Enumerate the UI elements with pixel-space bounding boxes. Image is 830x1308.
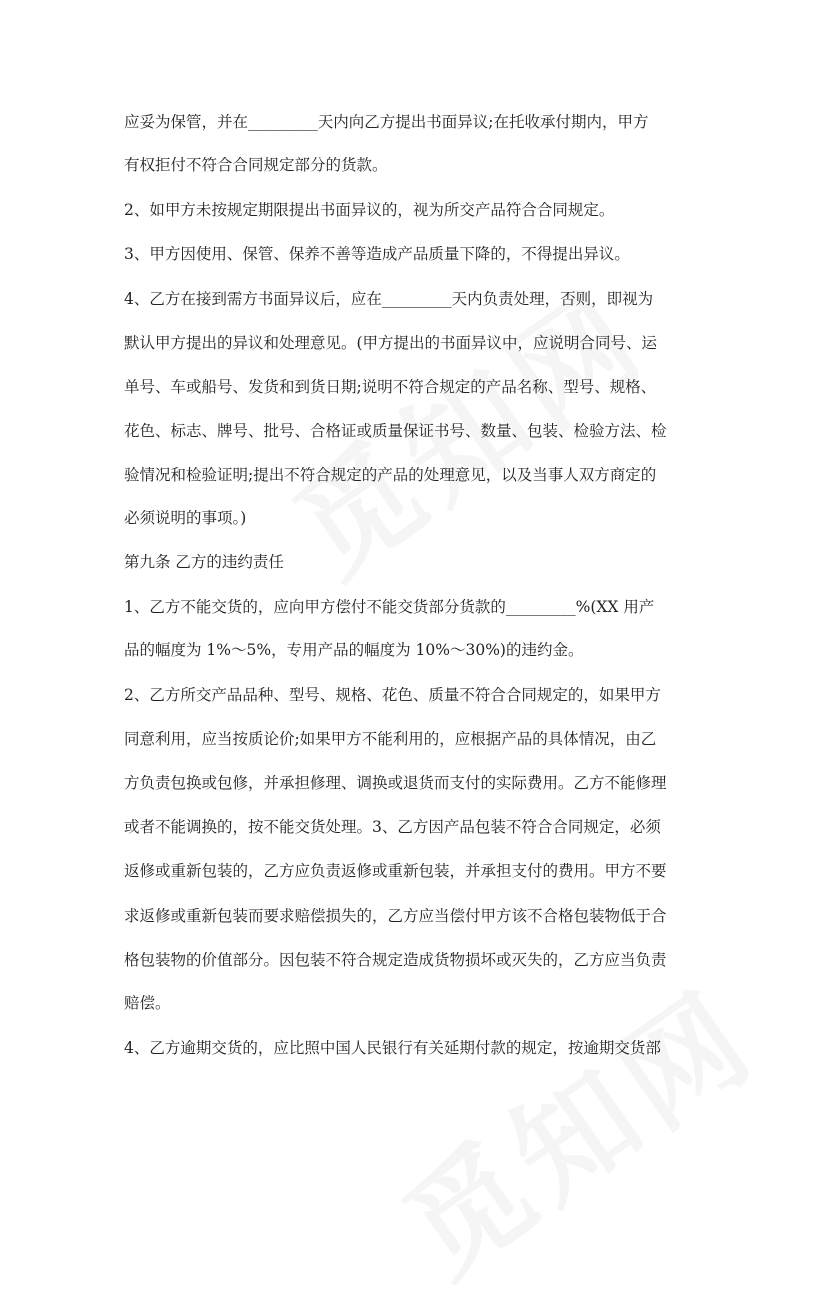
text-line: 返修或重新包装的，乙方应负责返修或重新包装，并承担支付的费用。甲方不要 xyxy=(124,862,667,880)
text-line: 或者不能调换的，按不能交货处理。3、乙方因产品包装不符合合同规定，必须 xyxy=(124,818,661,836)
section-heading: 第九条 乙方的违约责任 xyxy=(124,553,284,571)
text-line: 验情况和检验证明;提出不符合规定的产品的处理意见，以及当事人双方商定的 xyxy=(124,466,657,484)
text-line: 同意利用，应当按质论价;如果甲方不能利用的，应根据产品的具体情况，由乙 xyxy=(124,730,657,748)
text-line: 4、乙方在接到需方书面异议后，应在_________天内负责处理，否则，即视为 xyxy=(124,290,654,308)
text-line: 2、乙方所交产品品种、型号、规格、花色、质量不符合合同规定的，如果甲方 xyxy=(124,686,661,704)
text-line: 4、乙方逾期交货的，应比照中国人民银行有关延期付款的规定，按逾期交货部 xyxy=(124,1039,661,1057)
text-line: 求返修或重新包装而要求赔偿损失的，乙方应当偿付甲方该不合格包装物低于合 xyxy=(124,907,667,925)
text-line: 有权拒付不符合合同规定部分的货款。 xyxy=(124,156,388,174)
text-line: 方负责包换或包修，并承担修理、调换或退货而支付的实际费用。乙方不能修理 xyxy=(124,774,667,792)
text-line: 默认甲方提出的异议和处理意见。(甲方提出的书面异议中，应说明合同号、运 xyxy=(124,334,658,352)
text-line: 必须说明的事项。) xyxy=(124,509,247,527)
text-line: 单号、车或船号、发货和到货日期;说明不符合规定的产品名称、型号、规格、 xyxy=(124,378,657,396)
text-line: 品的幅度为 1%～5%，专用产品的幅度为 10%～30%)的违约金。 xyxy=(124,641,584,659)
text-line: 赔偿。 xyxy=(124,994,171,1012)
text-line: 2、如甲方未按规定期限提出书面异议的，视为所交产品符合合同规定。 xyxy=(124,201,615,219)
text-line: 应妥为保管，并在_________天内向乙方提出书面异议;在托收承付期内，甲方 xyxy=(124,113,649,131)
text-line: 3、甲方因使用、保管、保养不善等造成产品质量下降的，不得提出异议。 xyxy=(124,245,630,263)
text-line: 花色、标志、牌号、批号、合格证或质量保证书号、数量、包装、检验方法、检 xyxy=(124,422,667,440)
text-line: 1、乙方不能交货的，应向甲方偿付不能交货部分货款的_________%(XX 用产 xyxy=(124,598,655,616)
text-line: 格包装物的价值部分。因包装不符合规定造成货物损坏或灭失的，乙方应当负责 xyxy=(124,951,667,969)
